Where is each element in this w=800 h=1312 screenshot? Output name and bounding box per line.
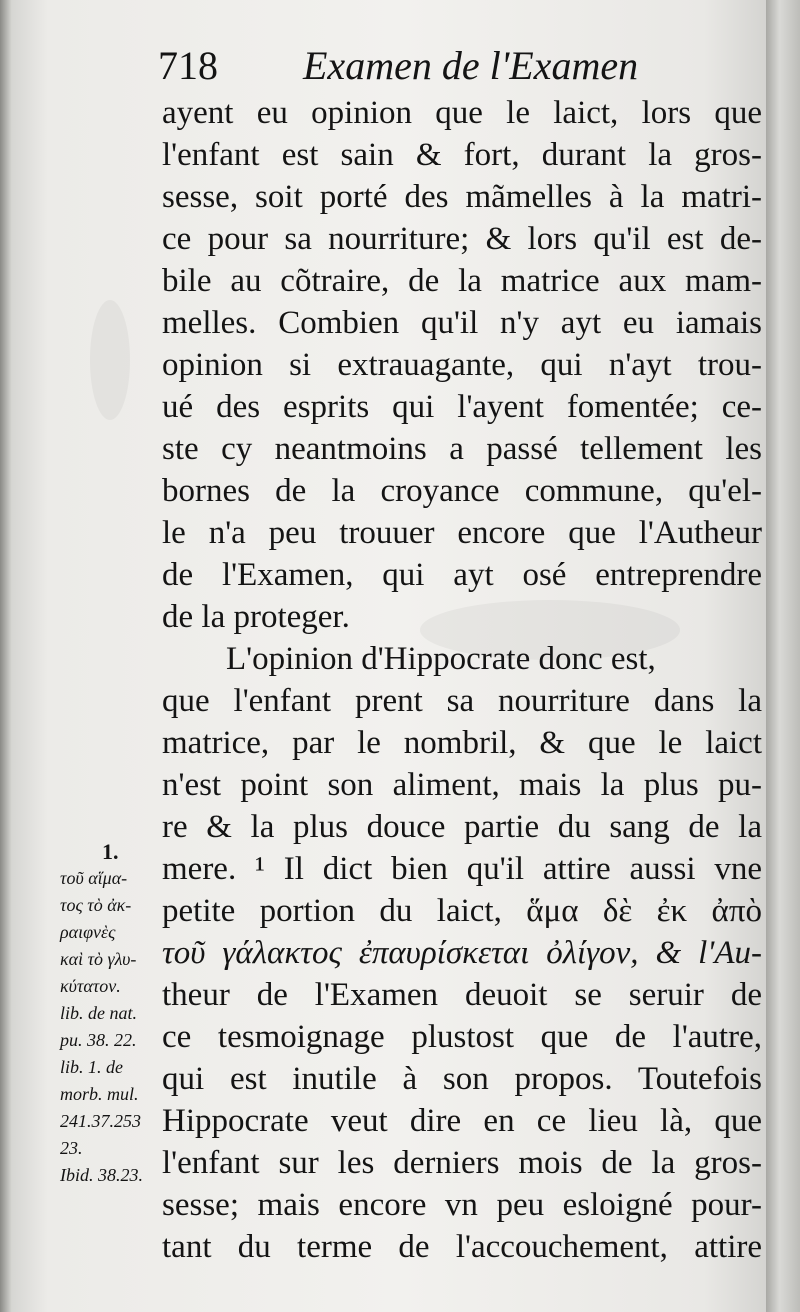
text-line: l'enfant sur les derniers mois de la gros- — [162, 1145, 762, 1181]
page-number: 718 — [158, 43, 218, 88]
text-line: que l'enfant prent sa nourriture dans la — [162, 683, 762, 719]
margin-note-line: morb. mul. — [60, 1084, 139, 1104]
margin-note-line: lib. de nat. — [60, 1003, 137, 1023]
text-line: τοῦ γάλακτος ἐπαυρίσκεται ὀλίγον, & l'Au- — [162, 935, 762, 971]
margin-note-line: καὶ τὸ γλυ- — [60, 949, 137, 969]
text-line: ayent eu opinion que le laict, lors que — [162, 95, 762, 131]
body-text — [162, 92, 762, 1268]
text-line: theur de l'Examen deuoit se seruir de — [162, 977, 762, 1013]
text-line: matrice, par le nombril, & que le laict — [162, 725, 762, 761]
margin-note-line: κύτατον. — [60, 976, 121, 996]
text-line: re & la plus douce partie du sang de la — [162, 809, 762, 845]
margin-note-line: pu. 38. 22. — [60, 1030, 137, 1050]
text-line: l'enfant est sain & fort, durant la gros- — [162, 137, 762, 173]
text-line: ce tesmoignage plustost que de l'autre, — [162, 1019, 762, 1055]
margin-note-line: Ibid. 38.23. — [60, 1165, 143, 1185]
text-line: sesse; mais encore vn peu esloigné pour- — [162, 1187, 762, 1223]
text-line: ce pour sa nourriture; & lors qu'il est de- — [162, 221, 762, 257]
page-edge — [766, 0, 800, 1312]
running-title: Examen de l'Examen — [303, 43, 639, 88]
paragraph-start-line: L'opinion d'Hippocrate donc est, — [226, 641, 656, 677]
text-line: le n'a peu trouuer encore que l'Autheur — [162, 515, 762, 551]
marginal-notes — [60, 838, 184, 1189]
text-line: petite portion du laict, ἅμα δὲ ἐκ ἀπὸ — [162, 893, 762, 929]
text-line: de la proteger. — [162, 599, 350, 635]
text-line: tant du terme de l'accouchement, attire — [162, 1229, 762, 1265]
text-line: opinion si extrauagante, qui n'ayt trou- — [162, 347, 762, 383]
margin-note-line: τος τὸ ἀκ- — [60, 895, 132, 915]
text-line: bile au cõtraire, de la matrice aux mam- — [162, 263, 762, 299]
page-gutter-shadow — [0, 0, 12, 1312]
text-line: mere. ¹ Il dict bien qu'il attire aussi vne — [162, 851, 762, 887]
text-line: melles. Combien qu'il n'y ayt eu iamais — [162, 305, 762, 341]
footnote-marker: 1. — [102, 839, 119, 864]
text-line: bornes de la croyance commune, qu'el- — [162, 473, 762, 509]
running-head — [158, 38, 648, 94]
text-line: de l'Examen, qui ayt osé entreprendre — [162, 557, 762, 593]
margin-note-line: 23. — [60, 1138, 83, 1158]
text-line: n'est point son aliment, mais la plus pu- — [162, 767, 762, 803]
text-line: ste cy neantmoins a passé tellement les — [162, 431, 762, 467]
margin-note-line: lib. 1. de — [60, 1057, 123, 1077]
text-line: ué des esprits qui l'ayent fomentée; ce- — [162, 389, 762, 425]
text-line: qui est inutile à son propos. Toutefois — [162, 1061, 762, 1097]
margin-note-line: τοῦ αἵμα- — [60, 868, 128, 888]
margin-note-line: ραιφνὲς — [60, 922, 116, 942]
text-line: sesse, soit porté des mãmelles à la matri- — [162, 179, 762, 215]
margin-note-line: 241.37.253 — [60, 1111, 141, 1131]
text-line: Hippocrate veut dire en ce lieu là, que — [162, 1103, 762, 1139]
paper-stain — [90, 300, 130, 420]
